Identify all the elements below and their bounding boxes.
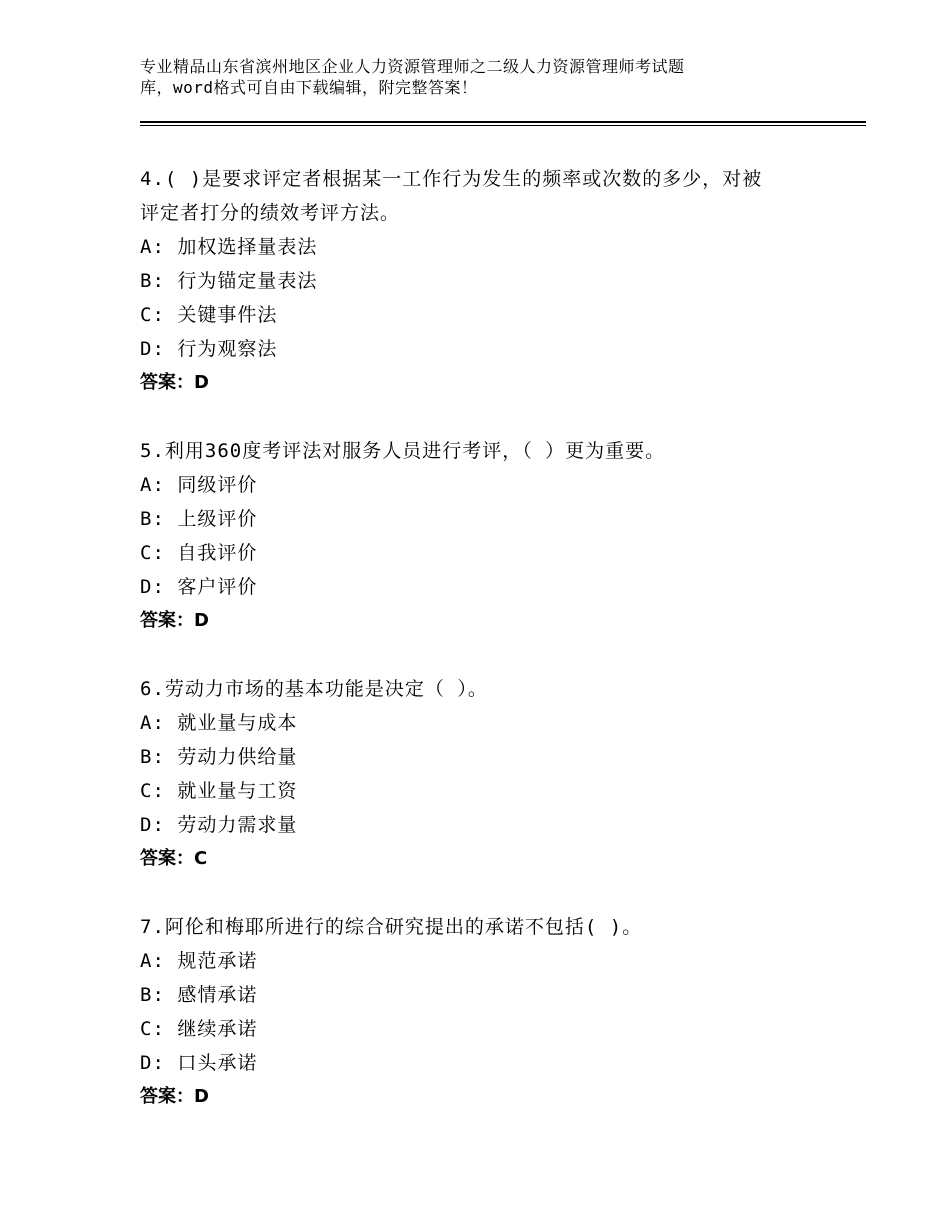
question-stem: 5.利用360度考评法对服务人员进行考评，（ ）更为重要。 — [140, 440, 666, 462]
question-stem: 7.阿伦和梅耶所进行的综合研究提出的承诺不包括( )。 — [140, 916, 643, 938]
option-b: B: 劳动力供给量 — [140, 746, 298, 768]
option-b: B: 上级评价 — [140, 508, 258, 530]
option-c: C: 自我评价 — [140, 542, 258, 564]
answer-key: 答案：C — [140, 848, 208, 869]
option-a: A: 就业量与成本 — [140, 712, 298, 734]
question-stem-continued: 评定者打分的绩效考评方法。 — [140, 202, 401, 224]
question-spacer — [140, 876, 820, 910]
question-stem: 6.劳动力市场的基本功能是决定（ ）。 — [140, 678, 488, 700]
option-d: D: 客户评价 — [140, 576, 258, 598]
question-4 — [140, 162, 820, 400]
option-d: D: 行为观察法 — [140, 338, 278, 360]
option-d: D: 口头承诺 — [140, 1052, 258, 1074]
option-c: C: 继续承诺 — [140, 1018, 258, 1040]
option-c: C: 关键事件法 — [140, 304, 278, 326]
answer-key: 答案：D — [140, 1086, 209, 1107]
option-d: D: 劳动力需求量 — [140, 814, 298, 836]
document-header — [140, 56, 780, 98]
option-a: A: 同级评价 — [140, 474, 258, 496]
question-5 — [140, 434, 820, 638]
option-a: A: 规范承诺 — [140, 950, 258, 972]
option-b: B: 感情承诺 — [140, 984, 258, 1006]
question-6 — [140, 672, 820, 876]
header-divider-thin — [140, 125, 866, 126]
question-7 — [140, 910, 820, 1114]
option-c: C: 就业量与工资 — [140, 780, 298, 802]
header-divider-thick — [140, 121, 866, 123]
answer-key: 答案：D — [140, 372, 209, 393]
header-title-line-2: 库，word格式可自由下载编辑，附完整答案！ — [140, 78, 478, 97]
option-a: A: 加权选择量表法 — [140, 236, 318, 258]
question-spacer — [140, 400, 820, 434]
option-b: B: 行为锚定量表法 — [140, 270, 318, 292]
answer-key: 答案：D — [140, 610, 209, 631]
question-stem: 4.( )是要求评定者根据某一工作行为发生的频率或次数的多少，对被 — [140, 168, 763, 190]
question-list — [140, 162, 820, 1114]
question-spacer — [140, 638, 820, 672]
header-title-line-1: 专业精品山东省滨州地区企业人力资源管理师之二级人力资源管理师考试题 — [140, 57, 685, 76]
